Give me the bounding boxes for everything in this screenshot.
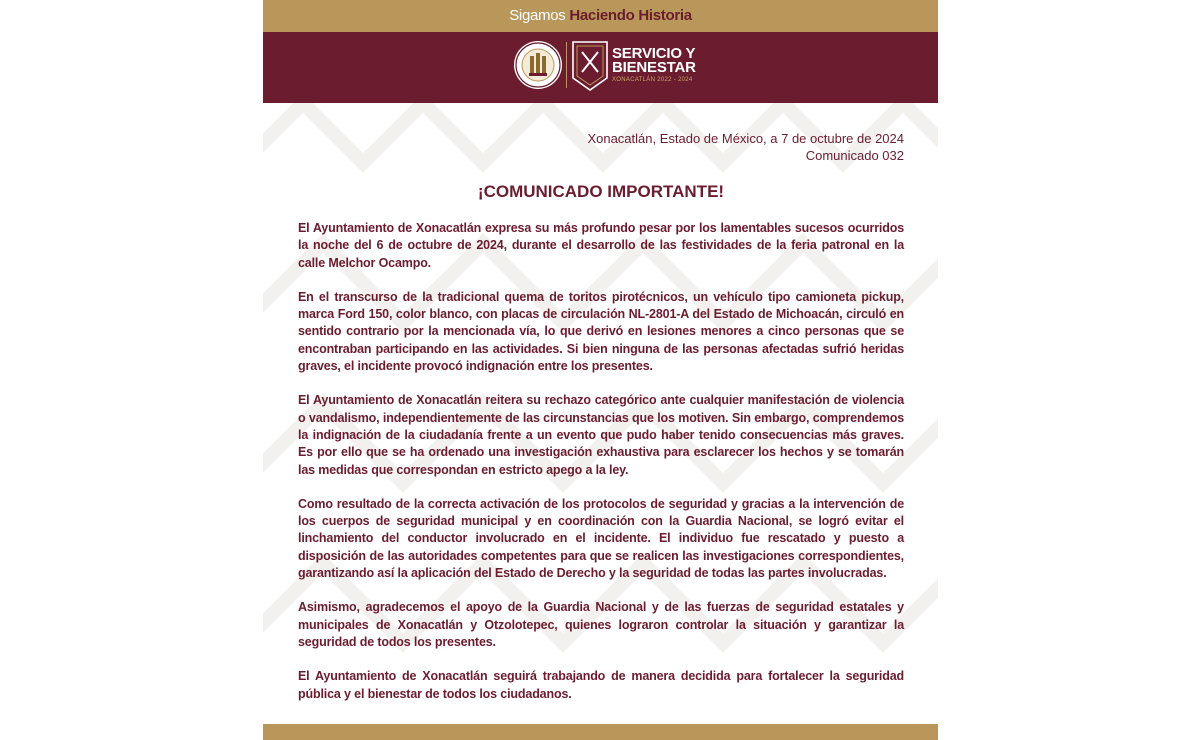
header-banner [263,32,938,103]
municipal-seal-icon [513,40,563,90]
paragraph-1: El Ayuntamiento de Xonacatlán expresa su más profundo pesar por los lamentables sucesos ocurridos la noche del 6 de octubre de 2024, durante el desarrollo de las festividades de la feria patronal en la calle Melchor Ocampo. [298,221,904,270]
paragraph-3: El Ayuntamiento de Xonacatlán reitera su rechazo categórico ante cualquier manifestación de violencia o vandalismo, independientemente de las circunstancias que los motiven. Sin embargo, comprendemos la indignación de la ciudadanía frente a un evento que pudo haber tenido consecuencias más graves. Es por ello que se ha ordenado una investigación exhaustiva para esclarecer los hechos y se tomarán las medidas que correspondan en estricto apego a la ley. [298,393,904,477]
header-meta [298,130,904,164]
communique-title: ¡COMUNICADO IMPORTANTE! [477,182,725,201]
brand-line-1: SERVICIO Y [612,45,696,62]
servicio-bienestar-logo-icon [571,40,609,92]
footer-bar [263,724,938,740]
paragraph-2: En el transcurso de la tradicional quema de toritos pirotécnicos, un vehículo tipo camioneta pickup, marca Ford 150, color blanco, con placas de circulación NL-2801-A del Estado de Michoacán, circuló en sentido contrario por la mencionada vía, lo que derivó en lesiones menores a cinco personas que se encontraban participando en las actividades. Si bien ninguna de las personas afectadas sufrió heridas graves, el incidente provocó indignación entre los presentes. [298,289,904,374]
slogan-bold: Haciendo Historia [569,7,692,24]
communique-body [298,103,904,703]
paragraph-6: El Ayuntamiento de Xonacatlán seguirá trabajando de manera decidida para fortalecer la seguridad pública y el bienestar de todos los ciudadanos. [298,669,904,701]
paragraph-5: Asimismo, agradecemos el apoyo de la Guardia Nacional y de las fuerzas de seguridad estatales y municipales de Xonacatlán y Otzolotepec, quienes lograron controlar la situación y garantizar la seguridad de todos los presentes. [298,600,904,649]
logo-divider [566,42,567,88]
paragraph-4: Como resultado de la correcta activación de los protocolos de seguridad y gracias a la intervención de los cuerpos de seguridad municipal y en coordinación con la Guardia Nacional, se logró evitar el linchamiento del conductor involucrado en el incidente. El individuo fue rescatado y puesto a disposición de las autoridades competentes para que se realicen las investigaciones correspondientes, garantizando así la aplicación del Estado de Derecho y la seguridad de todas las partes involucradas. [298,496,904,581]
brand-subtitle: XONACATLÁN 2022 - 2024 [612,77,693,83]
communique-number: Comunicado 032 [805,148,904,163]
slogan-light: Sigamos [509,7,566,24]
slogan-bar [263,0,938,32]
communique-document [263,0,938,740]
brand-line-2: BIENESTAR [612,59,696,76]
place-date: Xonacatlán, Estado de México, a 7 de octubre de 2024 [587,131,904,146]
brand-name [612,47,696,75]
